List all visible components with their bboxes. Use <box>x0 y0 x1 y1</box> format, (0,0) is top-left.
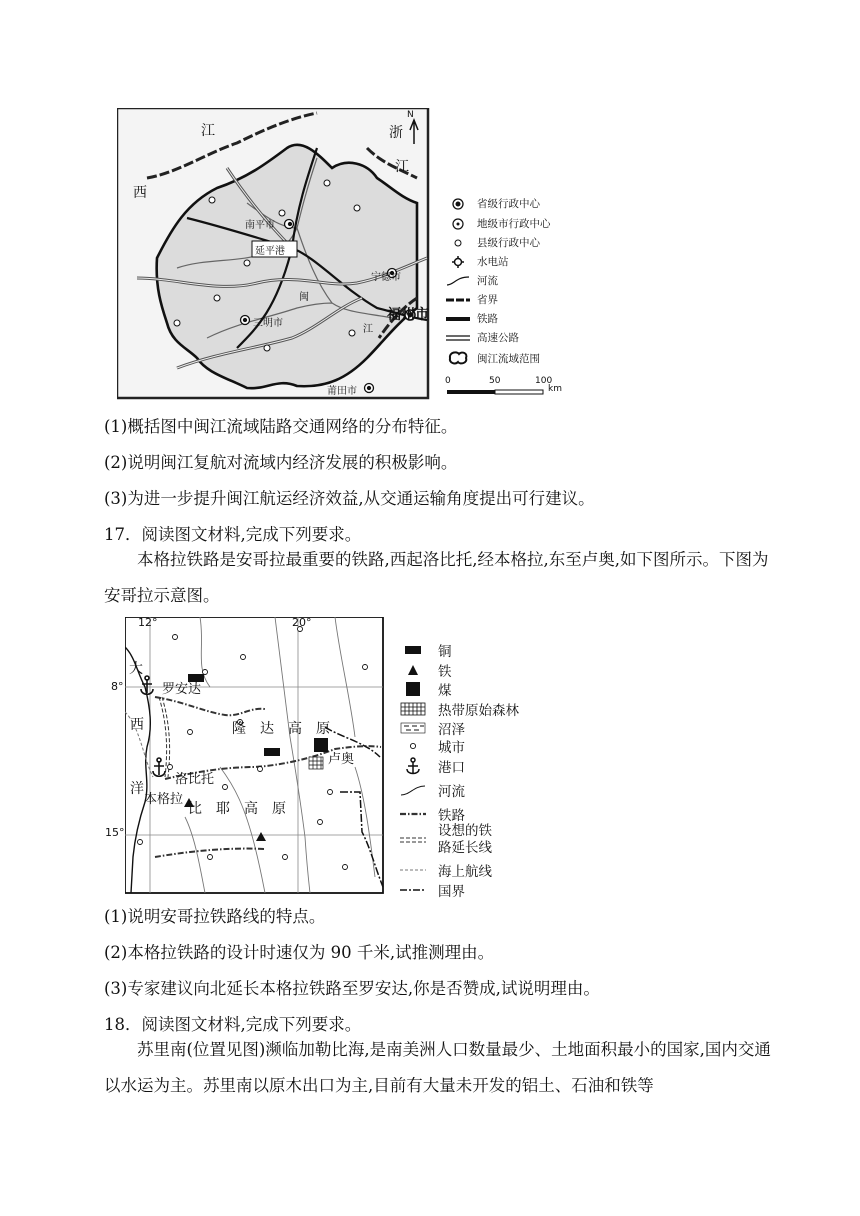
legend-item <box>443 235 540 250</box>
city-label-luau: 卢奥 <box>328 752 355 767</box>
legend-label: 设想的铁 路延长线 <box>438 823 492 856</box>
legend-label: 闽江流域范围 <box>477 352 540 365</box>
legend-item <box>398 699 519 719</box>
legend-label: 沼泽 <box>438 722 465 738</box>
legend-label: 省级行政中心 <box>477 198 540 210</box>
railway-icon <box>443 315 473 323</box>
scale-unit: km <box>548 384 562 394</box>
ocean-label-da: 大 <box>129 661 143 677</box>
angola-map-figure <box>105 614 519 900</box>
scale-zero: 0 <box>445 376 451 386</box>
legend-label: 地级市行政中心 <box>477 218 551 230</box>
map-label-yanping: 延平港 <box>255 246 285 257</box>
scale-bar <box>445 376 565 400</box>
q17-question-3: (3)专家建议向北延长本格拉铁路至罗安达,你是否赞成,试说明理由。 <box>104 979 600 998</box>
q18-material-paragraph: 苏里南(位置见图)濒临加勒比海,是南美洲人口数量最少、土地面积最小的国家,国内交通以水运为主。苏里南以原木出口为主,目前有大量未开发的铝土、石油和铁等 <box>104 1040 771 1095</box>
legend-label: 县级行政中心 <box>477 237 540 249</box>
legend-label: 国界 <box>438 884 465 900</box>
map-label-nanping: 南平市 <box>245 220 275 231</box>
q16-question-2: (2)说明闽江复航对流域内经济发展的积极影响。 <box>104 453 458 472</box>
legend-item <box>443 292 498 307</box>
plateau-label-bie: 比 耶 高 原 <box>188 801 286 817</box>
q18-heading: 18．阅读图文材料,完成下列要求。 <box>104 1015 362 1034</box>
legend-item <box>443 350 540 366</box>
coal-icon <box>398 681 428 697</box>
basin-boundary-icon <box>443 350 473 366</box>
ocean-label-yang: 洋 <box>130 781 144 797</box>
min-river-map-figure <box>117 108 567 402</box>
map-label-jiang-3: 江 <box>363 324 373 335</box>
legend-label: 铁路 <box>438 808 465 824</box>
national-border-icon <box>398 887 428 893</box>
q17-material-paragraph: 本格拉铁路是安哥拉最重要的铁路,西起洛比托,经本格拉,东至卢奥,如下图所示。下图为安哥拉示意图。 <box>104 550 769 605</box>
lat-15-label: 15° <box>105 826 125 839</box>
legend-label: 海上航线 <box>438 864 492 880</box>
tropical-forest-icon <box>398 702 428 716</box>
map-label-fuzhou: 福州市 <box>387 307 429 323</box>
lat-8-label: 8° <box>111 680 124 693</box>
railway-icon <box>398 810 428 818</box>
map-label-jiang: 江 <box>201 123 215 139</box>
river-icon <box>443 275 473 287</box>
city-label-lobito: 洛比托 <box>175 772 215 787</box>
legend-label: 城市 <box>438 740 465 756</box>
map-label-ningde: 宁德市 <box>371 272 401 283</box>
map-label-putian: 莆田市 <box>327 386 357 397</box>
map-label-min: 闽 <box>299 292 309 303</box>
legend-label: 高速公路 <box>477 332 519 344</box>
city-label-benguela: 本格拉 <box>144 792 184 807</box>
city-label-luanda: 罗安达 <box>162 682 202 697</box>
legend-item <box>398 860 492 880</box>
map-label-north: N <box>407 110 414 120</box>
legend-label: 铜 <box>438 644 452 660</box>
lon-12-label: 12° <box>138 616 158 629</box>
legend-item <box>398 660 452 680</box>
county-center-icon <box>443 238 473 248</box>
lon-20-label: 20° <box>292 616 312 629</box>
map-label-jiang-2: 江 <box>395 159 409 175</box>
legend-label: 煤 <box>438 683 452 699</box>
legend-item <box>398 679 452 699</box>
ocean-label-xi: 西 <box>130 717 144 733</box>
legend-label: 港口 <box>438 760 465 776</box>
legend-label: 水电站 <box>477 256 509 268</box>
expressway-icon <box>443 334 473 342</box>
legend-item <box>443 311 498 326</box>
scale-mid: 50 <box>489 376 501 386</box>
legend-item <box>398 718 465 738</box>
copper-icon <box>398 645 428 655</box>
map-label-zhe: 浙 <box>389 125 403 141</box>
provincial-center-icon <box>443 198 473 210</box>
legend-item <box>443 254 509 269</box>
legend-item <box>398 823 492 857</box>
sea-route-icon <box>398 867 428 873</box>
legend-label: 热带原始森林 <box>438 703 519 719</box>
legend-label: 河流 <box>477 275 498 287</box>
planned-railway-icon <box>398 836 428 844</box>
legend-item <box>398 736 465 756</box>
legend-label: 省界 <box>477 294 498 306</box>
scale-max: 100 <box>535 376 553 386</box>
river-icon <box>398 783 428 797</box>
hydropower-station-icon <box>443 256 473 268</box>
legend-item <box>398 880 465 900</box>
legend-item <box>398 756 465 776</box>
q16-question-1: (1)概括图中闽江流域陆路交通网络的分布特征。 <box>104 417 458 436</box>
legend-label: 河流 <box>438 784 465 800</box>
legend-label: 铁 <box>438 664 452 680</box>
legend-item <box>443 216 551 231</box>
legend-label: 铁路 <box>477 313 498 325</box>
province-border-icon <box>443 296 473 304</box>
port-icon <box>398 757 428 775</box>
legend-item <box>398 640 452 660</box>
swamp-icon <box>398 722 428 734</box>
legend-item <box>443 330 519 345</box>
legend-item <box>398 804 465 824</box>
legend-item <box>443 196 540 211</box>
city-icon <box>398 742 428 750</box>
q17-question-1: (1)说明安哥拉铁路线的特点。 <box>104 907 326 926</box>
q17-question-2: (2)本格拉铁路的设计时速仅为 90 千米,试推测理由。 <box>104 943 495 962</box>
map-label-xi: 西 <box>133 185 147 201</box>
prefecture-center-icon <box>443 218 473 230</box>
legend-item <box>398 780 465 800</box>
q17-heading: 17．阅读图文材料,完成下列要求。 <box>104 525 362 544</box>
legend-item <box>443 273 498 288</box>
plateau-label-lunda: 隆 达 高 原 <box>232 721 330 737</box>
map-label-sanming: 三明市 <box>253 318 283 329</box>
iron-icon <box>398 664 428 676</box>
q16-question-3: (3)为进一步提升闽江航运经济效益,从交通运输角度提出可行建议。 <box>104 489 595 508</box>
